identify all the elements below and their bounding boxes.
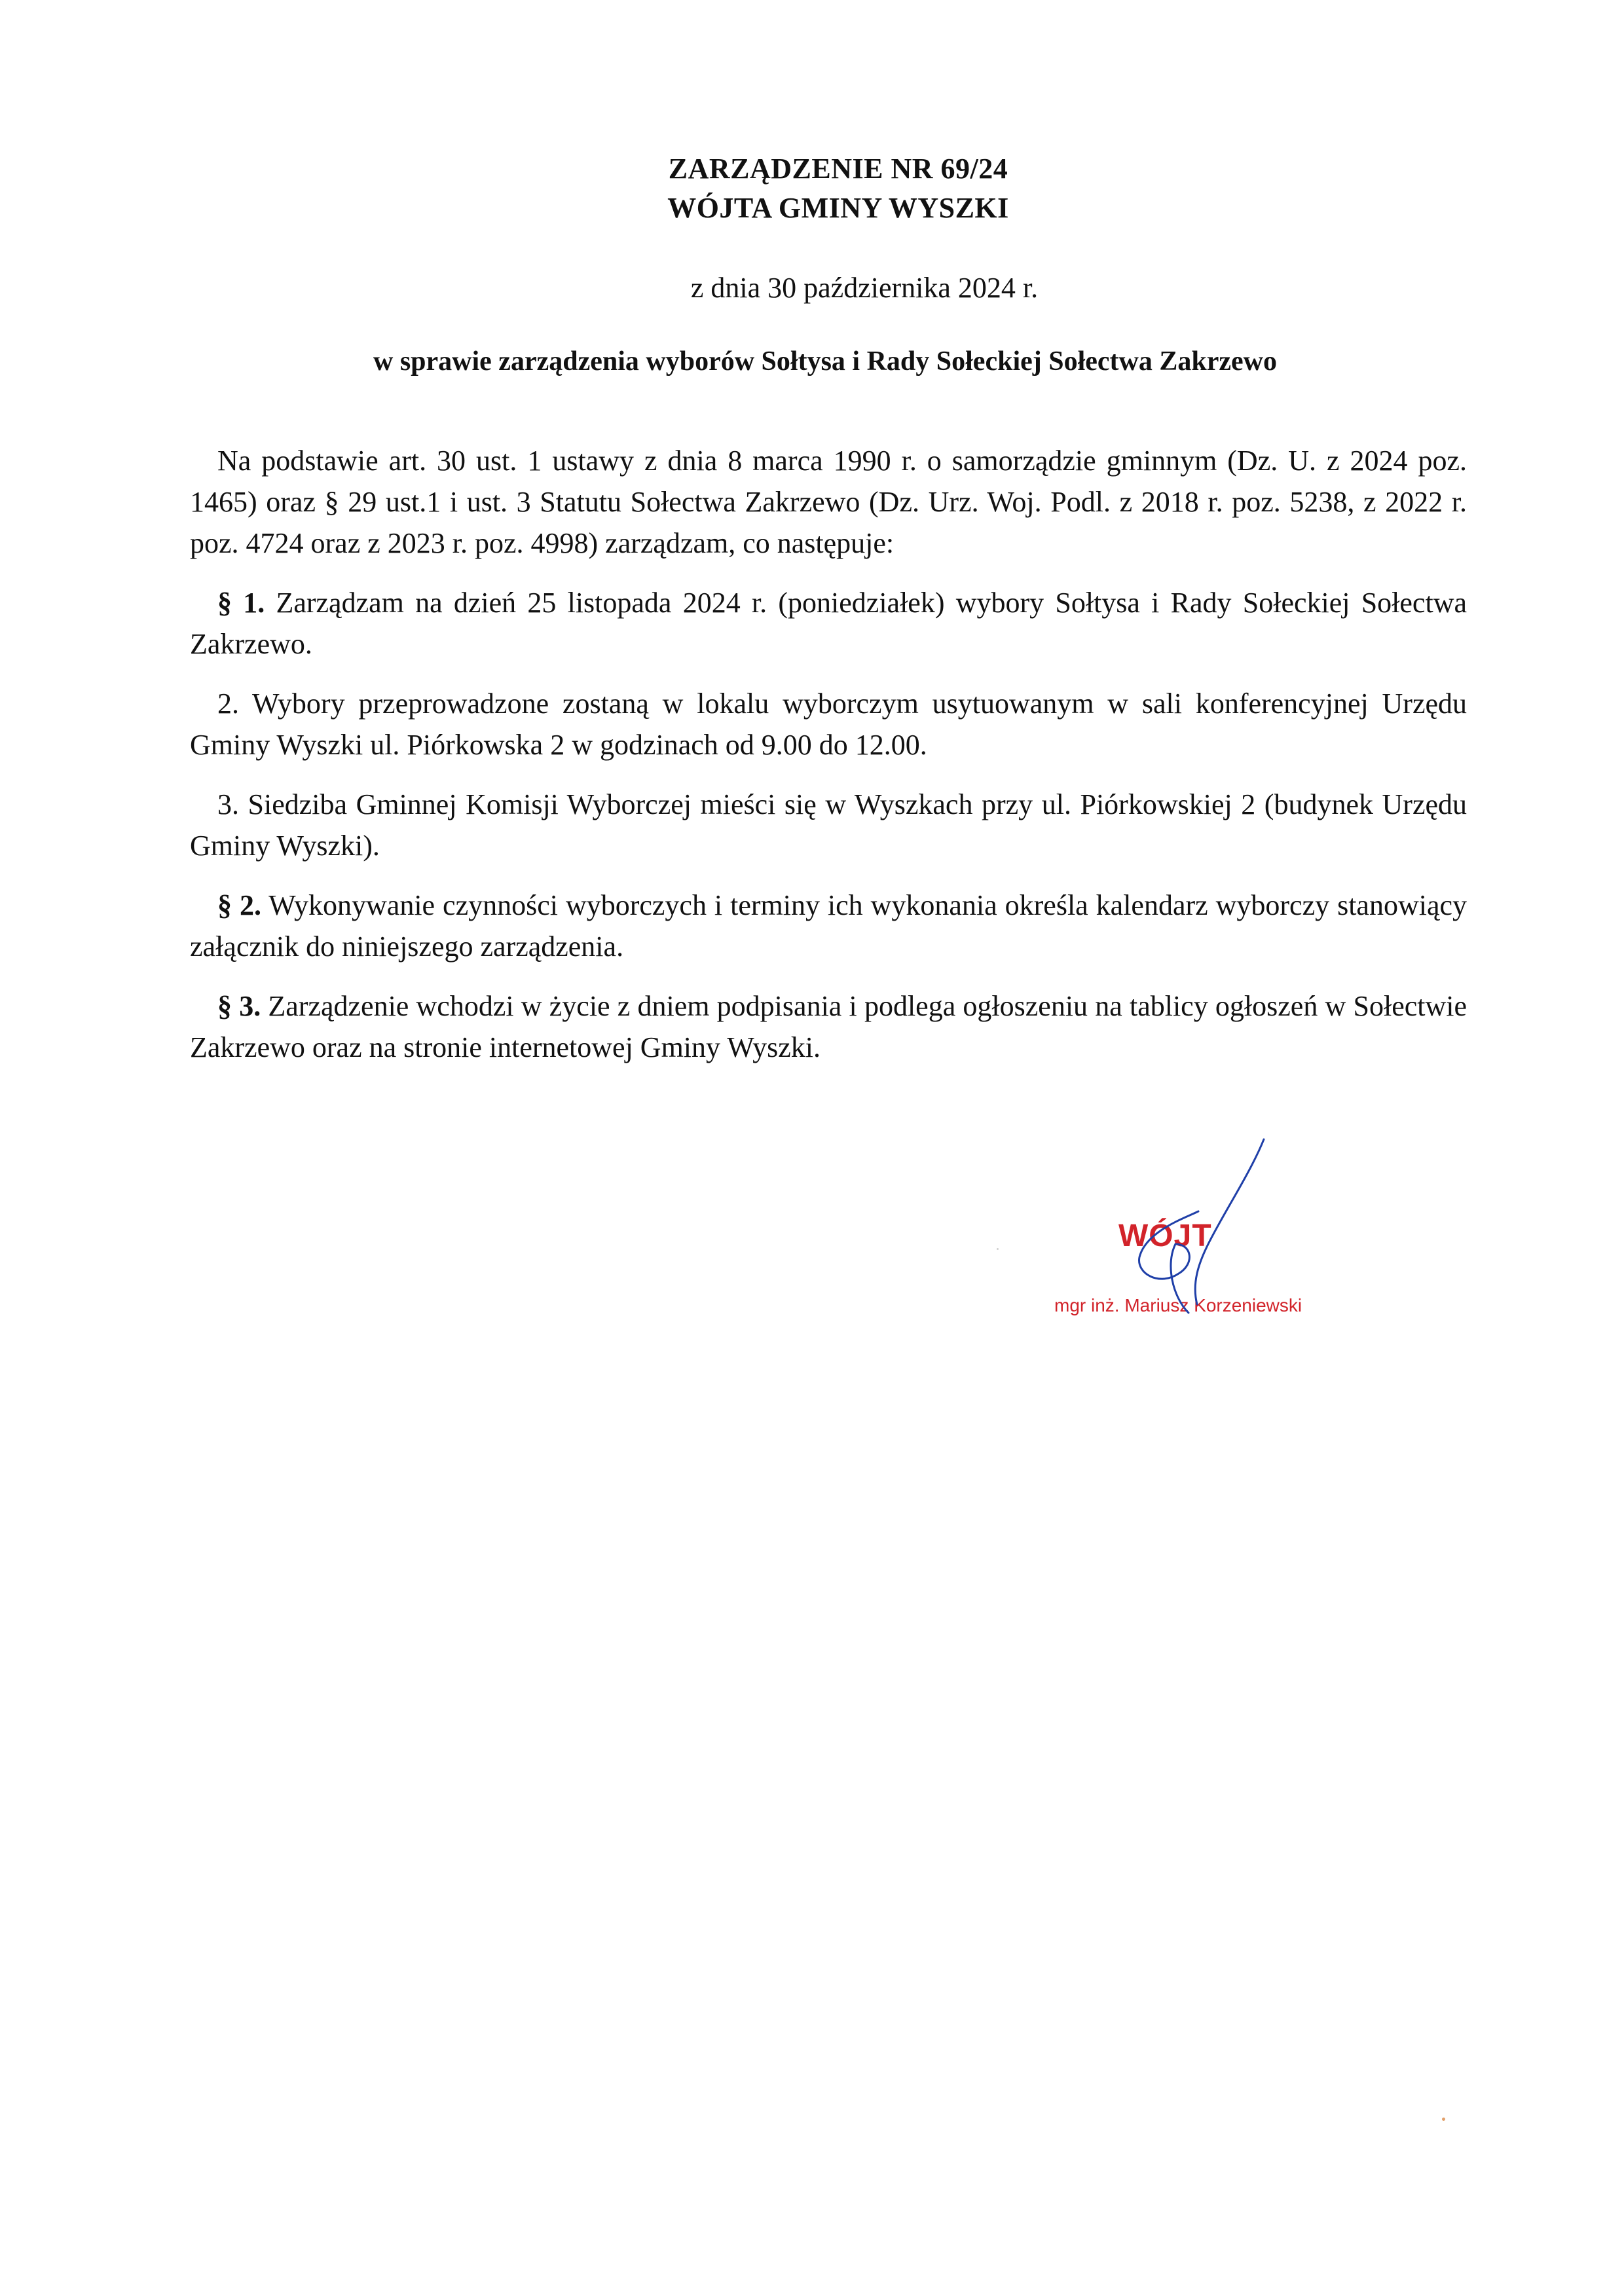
section-3-text: Zarządzenie wchodzi w życie z dniem podpisania i podlega ogłoszeniu na tablicy ogłoszeń w Sołectwie Zakrzewo oraz na stronie internetowej Gminy Wyszki. xyxy=(190,990,1467,1063)
section-2-label: § 2. xyxy=(217,889,261,921)
section-3-paragraph xyxy=(190,985,1467,1068)
section-1-point-3: 3. Siedziba Gminnej Komisji Wyborczej mieści się w Wyszkach przy ul. Piórkowskiej 2 (budynek Urzędu Gminy Wyszki). xyxy=(190,788,1467,862)
document-date: z dnia 30 października 2024 r. xyxy=(690,272,1039,304)
document-subject: w sprawie zarządzenia wyborów Sołtysa i Rady Sołeckiej Sołectwa Zakrzewo xyxy=(373,346,1277,376)
section-1-point-2: 2. Wybory przeprowadzone zostaną w lokalu wyborczym usytuowanym w sali konferencyjnej Urzędu Gminy Wyszki ul. Piórkowska 2 w godzinach od 9.00 do 12.00. xyxy=(190,688,1467,761)
handwritten-signature xyxy=(1041,1133,1356,1329)
section-1-paragraph xyxy=(190,582,1467,665)
stamp-title: WÓJT xyxy=(1118,1219,1212,1253)
document-body xyxy=(190,440,1467,1086)
title-line-2: WÓJTA GMINY WYSZKI xyxy=(667,192,1009,224)
title-line-1: ZARZĄDZENIE NR 69/24 xyxy=(668,153,1008,185)
section-2-paragraph xyxy=(190,885,1467,967)
section-1-label: § 1. xyxy=(217,587,265,619)
signature-stroke-loop xyxy=(1139,1211,1198,1279)
signature-block xyxy=(1041,1133,1356,1329)
section-1-text: Zarządzam na dzień 25 listopada 2024 r. (poniedziałek) wybory Sołtysa i Rady Sołeckiej Sołectwa Zakrzewo. xyxy=(190,587,1467,660)
signature-stroke-main xyxy=(1195,1139,1264,1304)
document-title xyxy=(0,149,1624,228)
stamp-name: mgr inż. Mariusz Korzeniewski xyxy=(1054,1295,1302,1315)
signature-stroke-tail xyxy=(1171,1244,1189,1313)
preamble-paragraph: Na podstawie art. 30 ust. 1 ustawy z dnia 8 marca 1990 r. o samorządzie gminnym (Dz. U. z 2024 poz. 1465) oraz § 29 ust.1 i ust. 3 Statutu Sołectwa Zakrzewo (Dz. Urz. Woj. Podl. z 2018 r. poz. 5238, z 2022 r. poz. 4724 oraz z 2023 r. poz. 4998) zarządzam, co następuje: xyxy=(190,445,1467,559)
section-3-label: § 3. xyxy=(217,990,261,1022)
scan-speck xyxy=(1442,2118,1445,2121)
scan-speck-2 xyxy=(997,1248,999,1250)
section-2-text: Wykonywanie czynności wyborczych i terminy ich wykonania określa kalendarz wyborczy stanowiący załącznik do niniejszego zarządzenia. xyxy=(190,889,1467,963)
